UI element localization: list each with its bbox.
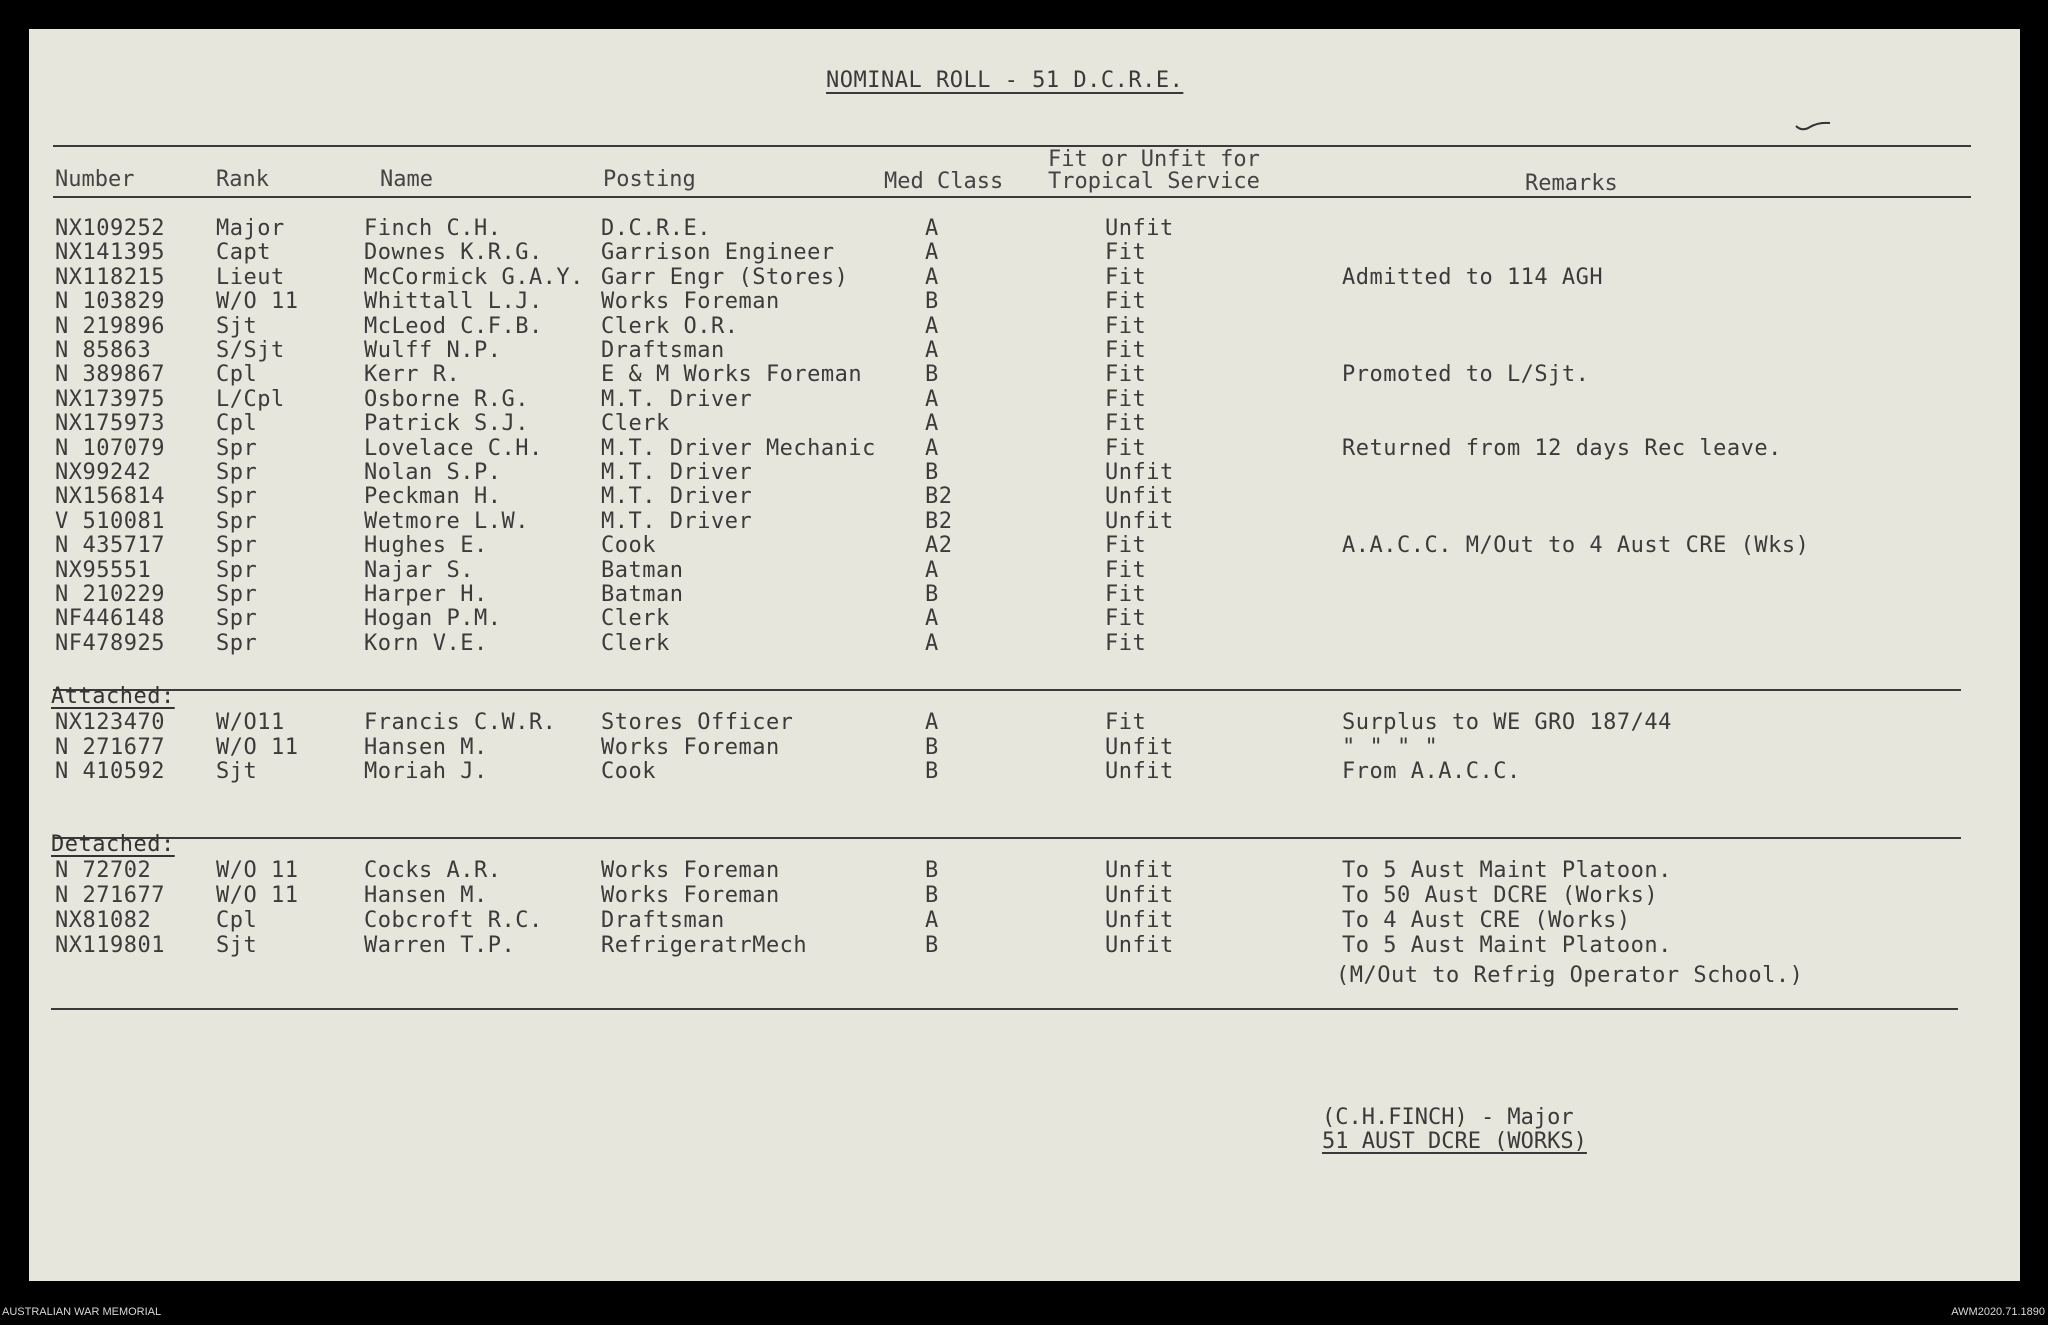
- footer-right: AWM2020.71.1890: [1951, 1306, 2045, 1318]
- tropical-fitness: Fit: [1105, 606, 1147, 632]
- rank: Cpl: [216, 362, 258, 388]
- header-rank: Rank: [216, 167, 269, 192]
- rank: Spr: [216, 557, 258, 583]
- rank: S/Sjt: [216, 338, 285, 363]
- posting: Stores Officer: [601, 710, 794, 735]
- table-row: [0, 339, 2048, 363]
- tropical-fitness: Fit: [1105, 264, 1147, 290]
- table-row: [0, 266, 2048, 290]
- table-row: [0, 412, 2048, 436]
- table-row: [0, 711, 2048, 735]
- rank: Sjt: [216, 313, 258, 339]
- service-number: NX109252: [55, 216, 165, 241]
- tropical-fitness: Fit: [1105, 362, 1147, 388]
- rank: W/O 11: [216, 734, 299, 760]
- header-fit-line1: Fit or Unfit for: [1048, 147, 1260, 172]
- table-row: [0, 437, 2048, 461]
- rank: Sjt: [216, 933, 258, 958]
- posting: RefrigeratrMech: [601, 933, 808, 958]
- member-name: Peckman H.: [364, 484, 502, 510]
- posting: M.T. Driver: [601, 484, 753, 510]
- rank: Capt: [216, 240, 271, 266]
- rank: W/O 11: [216, 858, 299, 883]
- header-fit-line2: Tropical Service: [1048, 169, 1260, 194]
- tropical-fitness: Fit: [1105, 338, 1147, 363]
- table-row: [0, 241, 2048, 265]
- posting: M.T. Driver: [601, 386, 753, 412]
- service-number: NX95551: [55, 557, 152, 583]
- tropical-fitness: Fit: [1105, 710, 1147, 735]
- service-number: NX81082: [55, 908, 152, 933]
- rank: Spr: [216, 606, 258, 632]
- tropical-fitness: Unfit: [1105, 883, 1174, 908]
- member-name: Wulff N.P.: [364, 338, 502, 363]
- med-class: A: [925, 606, 939, 632]
- member-name: Hughes E.: [364, 533, 488, 559]
- table-row: [0, 607, 2048, 631]
- service-number: N 103829: [55, 289, 165, 315]
- posting: Clerk: [601, 606, 670, 632]
- table-row: [0, 934, 2048, 958]
- service-number: N 389867: [55, 362, 165, 388]
- service-number: NF446148: [55, 606, 165, 632]
- remarks: Returned from 12 days Rec leave.: [1342, 435, 1782, 461]
- tropical-fitness: Unfit: [1105, 759, 1174, 784]
- tropical-fitness: Fit: [1105, 533, 1147, 559]
- med-class: A: [925, 386, 939, 412]
- remarks: A.A.C.C. M/Out to 4 Aust CRE (Wks): [1342, 533, 1810, 559]
- tropical-fitness: Fit: [1105, 435, 1147, 461]
- service-number: NX118215: [55, 264, 165, 290]
- rank: Major: [216, 216, 285, 241]
- tropical-fitness: Unfit: [1105, 858, 1174, 883]
- posting: Clerk O.R.: [601, 313, 739, 339]
- posting: Garr Engr (Stores): [601, 264, 849, 290]
- rank: Cpl: [216, 411, 258, 437]
- rank: Lieut: [216, 264, 285, 290]
- med-class: A: [925, 338, 939, 363]
- tropical-fitness: Fit: [1105, 240, 1147, 266]
- med-class: B: [925, 933, 939, 958]
- header-posting: Posting: [603, 167, 696, 192]
- member-name: Warren T.P.: [364, 933, 516, 958]
- table-row: [0, 736, 2048, 760]
- member-name: Cocks A.R.: [364, 858, 502, 883]
- med-class: A: [925, 240, 939, 266]
- rank: W/O 11: [216, 883, 299, 908]
- med-class: A: [925, 216, 939, 241]
- tropical-fitness: Unfit: [1105, 216, 1174, 241]
- header-bottom-rule: [53, 196, 1971, 198]
- table-bottom-rule: [51, 1008, 1958, 1010]
- tropical-fitness: Fit: [1105, 582, 1147, 607]
- remarks: Promoted to L/Sjt.: [1342, 362, 1590, 388]
- detached-label: Detached:: [51, 832, 175, 857]
- service-number: N 72702: [55, 858, 152, 883]
- med-class: B: [925, 582, 939, 607]
- service-number: N 219896: [55, 313, 165, 339]
- tropical-fitness: Unfit: [1105, 508, 1174, 534]
- member-name: Downes K.R.G.: [364, 240, 543, 266]
- med-class: A2: [925, 533, 953, 559]
- header-remarks: Remarks: [1525, 171, 1618, 196]
- table-row: [0, 217, 2048, 241]
- posting: Clerk: [601, 411, 670, 437]
- table-row: [0, 884, 2048, 908]
- pencil-tick-mark: [1794, 118, 1834, 134]
- med-class: A: [925, 630, 939, 656]
- rank: Spr: [216, 435, 258, 461]
- posting: Clerk: [601, 630, 670, 656]
- remarks: Surplus to WE GRO 187/44: [1342, 710, 1672, 735]
- service-number: N 410592: [55, 759, 165, 784]
- med-class: A: [925, 908, 939, 933]
- member-name: Finch C.H.: [364, 216, 502, 241]
- med-class: A: [925, 710, 939, 735]
- rank: W/O 11: [216, 289, 299, 315]
- header-med-class: Med Class: [884, 169, 1004, 194]
- posting: Works Foreman: [601, 883, 780, 908]
- tropical-fitness: Unfit: [1105, 908, 1174, 933]
- posting: M.T. Driver: [601, 508, 753, 534]
- table-row: [0, 363, 2048, 387]
- rank: L/Cpl: [216, 386, 285, 412]
- tropical-fitness: Fit: [1105, 313, 1147, 339]
- footer-left: AUSTRALIAN WAR MEMORIAL: [2, 1306, 162, 1318]
- med-class: A: [925, 557, 939, 583]
- tropical-fitness: Fit: [1105, 557, 1147, 583]
- med-class: B: [925, 289, 939, 315]
- posting: D.C.R.E.: [601, 216, 711, 241]
- table-row: [0, 485, 2048, 509]
- posting: Works Foreman: [601, 858, 780, 883]
- service-number: NX141395: [55, 240, 165, 266]
- med-class: B: [925, 734, 939, 760]
- rank: Spr: [216, 533, 258, 559]
- posting: M.T. Driver Mechanic: [601, 435, 876, 461]
- remarks: To 50 Aust DCRE (Works): [1342, 883, 1659, 908]
- detached-rule: [53, 837, 1961, 839]
- service-number: NX123470: [55, 710, 165, 735]
- table-row: [0, 534, 2048, 558]
- service-number: N 435717: [55, 533, 165, 559]
- table-row: [0, 559, 2048, 583]
- table-row: [0, 760, 2048, 784]
- service-number: NX156814: [55, 484, 165, 510]
- attached-label: Attached:: [51, 684, 175, 709]
- med-class: A: [925, 435, 939, 461]
- service-number: N 107079: [55, 435, 165, 461]
- remarks: " " " ": [1342, 734, 1439, 760]
- member-name: Kerr R.: [364, 362, 461, 388]
- rank: Spr: [216, 508, 258, 534]
- service-number: NX173975: [55, 386, 165, 412]
- tropical-fitness: Unfit: [1105, 460, 1174, 485]
- table-row: [0, 388, 2048, 412]
- service-number: N 271677: [55, 734, 165, 760]
- remarks: To 5 Aust Maint Platoon.: [1342, 858, 1672, 883]
- signature-name: (C.H.FINCH) - Major: [1322, 1105, 1574, 1130]
- posting: Draftsman: [601, 338, 725, 363]
- posting: E & M Works Foreman: [601, 362, 863, 388]
- member-name: Hansen M.: [364, 883, 488, 908]
- rank: Spr: [216, 460, 258, 485]
- signature-unit: 51 AUST DCRE (WORKS): [1322, 1129, 1587, 1154]
- member-name: Nolan S.P.: [364, 460, 502, 485]
- table-row: [0, 909, 2048, 933]
- table-row: [0, 583, 2048, 607]
- med-class: B2: [925, 484, 953, 510]
- med-class: A: [925, 411, 939, 437]
- service-number: V 510081: [55, 508, 165, 534]
- remarks: From A.A.C.C.: [1342, 759, 1521, 784]
- med-class: B: [925, 858, 939, 883]
- member-name: Francis C.W.R.: [364, 710, 557, 735]
- posting: Batman: [601, 557, 684, 583]
- tropical-fitness: Fit: [1105, 630, 1147, 656]
- service-number: NF478925: [55, 630, 165, 656]
- med-class: B: [925, 759, 939, 784]
- posting: M.T. Driver: [601, 460, 753, 485]
- tropical-fitness: Unfit: [1105, 734, 1174, 760]
- med-class: B2: [925, 508, 953, 534]
- posting: Works Foreman: [601, 734, 780, 760]
- med-class: B: [925, 883, 939, 908]
- service-number: N 271677: [55, 883, 165, 908]
- service-number: NX175973: [55, 411, 165, 437]
- med-class: B: [925, 362, 939, 388]
- service-number: N 210229: [55, 582, 165, 607]
- posting: Cook: [601, 759, 656, 784]
- rank: Cpl: [216, 908, 258, 933]
- table-row: [0, 290, 2048, 314]
- table-top-rule: [53, 145, 1971, 147]
- table-row: [0, 510, 2048, 534]
- member-name: McLeod C.F.B.: [364, 313, 543, 339]
- posting: Cook: [601, 533, 656, 559]
- member-name: Lovelace C.H.: [364, 435, 543, 461]
- member-name: Harper H.: [364, 582, 488, 607]
- header-name: Name: [380, 167, 433, 192]
- med-class: A: [925, 264, 939, 290]
- service-number: N 85863: [55, 338, 152, 363]
- tropical-fitness: Fit: [1105, 411, 1147, 437]
- document-title: NOMINAL ROLL - 51 D.C.R.E.: [826, 68, 1184, 93]
- remarks: To 5 Aust Maint Platoon.: [1342, 933, 1672, 958]
- tropical-fitness: Unfit: [1105, 484, 1174, 510]
- member-name: Hansen M.: [364, 734, 488, 760]
- table-row: [0, 632, 2048, 656]
- member-name: Patrick S.J.: [364, 411, 529, 437]
- member-name: Osborne R.G.: [364, 386, 529, 412]
- member-name: Najar S.: [364, 557, 474, 583]
- header-number: Number: [55, 167, 135, 192]
- posting: Works Foreman: [601, 289, 780, 315]
- posting: Garrison Engineer: [601, 240, 835, 266]
- member-name: Whittall L.J.: [364, 289, 543, 315]
- remarks: Admitted to 114 AGH: [1342, 264, 1604, 290]
- member-name: Wetmore L.W.: [364, 508, 529, 534]
- detached-extra-remark: (M/Out to Refrig Operator School.): [1336, 963, 1804, 988]
- rank: Spr: [216, 484, 258, 510]
- posting: Batman: [601, 582, 684, 607]
- member-name: Moriah J.: [364, 759, 488, 784]
- table-row: [0, 315, 2048, 339]
- member-name: Cobcroft R.C.: [364, 908, 543, 933]
- med-class: A: [925, 313, 939, 339]
- member-name: Hogan P.M.: [364, 606, 502, 632]
- rank: Spr: [216, 630, 258, 656]
- remarks: To 4 Aust CRE (Works): [1342, 908, 1631, 933]
- table-row: [0, 859, 2048, 883]
- table-row: [0, 461, 2048, 485]
- member-name: McCormick G.A.Y.: [364, 264, 584, 290]
- tropical-fitness: Fit: [1105, 289, 1147, 315]
- service-number: NX119801: [55, 933, 165, 958]
- posting: Draftsman: [601, 908, 725, 933]
- member-name: Korn V.E.: [364, 630, 488, 656]
- tropical-fitness: Unfit: [1105, 933, 1174, 958]
- med-class: B: [925, 460, 939, 485]
- rank: W/O11: [216, 710, 285, 735]
- tropical-fitness: Fit: [1105, 386, 1147, 412]
- attached-rule: [53, 689, 1961, 691]
- rank: Spr: [216, 582, 258, 607]
- service-number: NX99242: [55, 460, 152, 485]
- rank: Sjt: [216, 759, 258, 784]
